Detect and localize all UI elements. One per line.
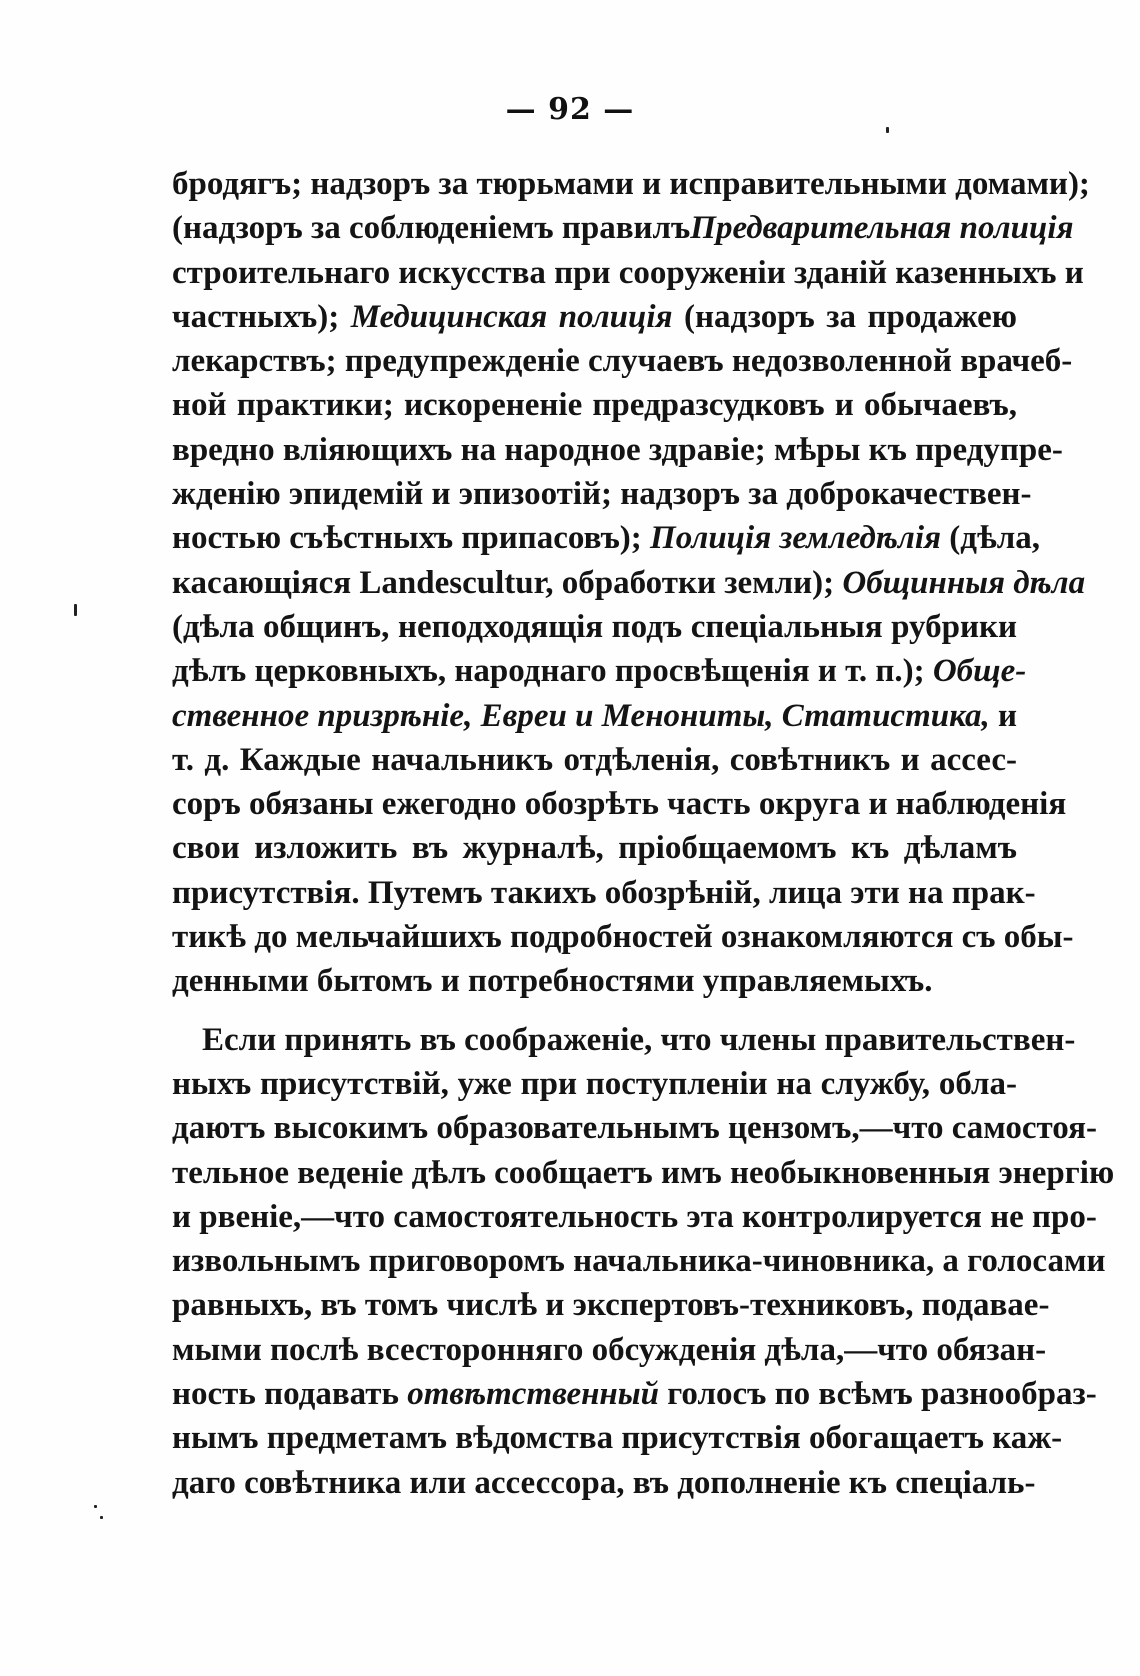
italic-phrase: ственное призрѣніе, Евреи и Менониты, Статистика, [172,697,990,734]
italic-phrase: Обще- [932,653,1027,690]
text-line [172,251,1084,295]
text-run: извольнымъ приговоромъ начальника-чиновника, а голосами [172,1243,1106,1280]
text-line [172,694,1017,738]
text-line [172,871,1036,915]
text-line [172,959,1017,1003]
text-line [172,516,1041,560]
text-line [172,339,1073,383]
text-run: и [989,697,1018,734]
text-run: денными бытомъ и потребностями управляемыхъ. [172,963,933,1000]
text-line [172,1018,1076,1062]
text-line [172,738,1017,782]
text-run: равныхъ, въ томъ числѣ и экспертовъ-техниковъ, подавае- [172,1287,1050,1324]
text-run: дѣлъ церковныхъ, народнаго просвѣщенія и т. п.); [172,653,933,690]
text-line [172,782,1067,826]
text-run: тельное веденіе дѣлъ сообщаетъ имъ необыкновенныя энергію [172,1154,1115,1191]
text-run: ность подавать [172,1376,408,1413]
text-run: жденію эпидемій и эпизоотій; надзоръ за доброкачествен- [172,476,1032,513]
body-text [172,162,1115,1505]
text-run: ныхъ присутствій, уже при поступленіи на службу, обла- [172,1065,1017,1102]
text-line [172,649,1027,693]
text-line [172,1461,1036,1505]
text-line [172,206,1074,250]
text-run: свои изложить въ журналѣ, пріобщаемомъ къ дѣламъ [172,830,1017,867]
italic-phrase: Медицинская полиція [350,298,673,335]
text-line [172,605,1017,649]
italic-phrase: Полиція земледѣлія [650,520,942,557]
text-run: т. д. Каждые начальникъ отдѣленія, совѣтникъ и ассес- [172,741,1017,778]
italic-phrase: Общинныя дѣла [842,564,1086,601]
margin-speck [94,1505,97,1508]
text-run: касающіяся Landescultur, обработки земли); [172,564,843,601]
text-line [172,1416,1063,1460]
text-line [172,162,1090,206]
text-run: бродягъ; надзоръ за тюрьмами и исправительными домами); [172,166,1090,202]
text-run: вредно вліяющихъ на народное здравіе; мѣры къ предупре- [172,431,1063,468]
text-run: мыми послѣ всесторонняго обсужденія дѣла,—что обязан- [172,1331,1047,1368]
italic-phrase: отвѣтственный [407,1376,660,1413]
text-run: тикѣ до мельчайшихъ подробностей ознакомляются съ обы- [172,919,1074,956]
text-run: ной практики; искорененіе предразсудковъ и обычаевъ, [172,387,1017,424]
text-run: присутствія. Путемъ такихъ обозрѣній, лица эти на прак- [172,874,1036,911]
text-line [172,1283,1050,1327]
text-run: (надзоръ за продажею [672,298,1017,335]
text-run: (надзоръ за соблюденіемъ правилъ [172,210,691,247]
text-run: Если принять въ соображеніе, что члены правительствен- [202,1021,1076,1058]
text-run: ностью съѣстныхъ припасовъ); [172,520,651,557]
text-run: голосъ по всѣмъ разнообраз- [659,1376,1097,1413]
text-line [172,428,1063,472]
text-line [172,1151,1115,1195]
text-line [172,1062,1017,1106]
margin-speck [74,604,77,616]
text-run: (дѣла общинъ, неподходящія подъ спеціальныя рубрики [172,608,1017,645]
text-line [172,915,1074,959]
text-line [172,1195,1097,1239]
text-run: лекарствъ; предупрежденіе случаевъ недозволенной врачеб- [172,343,1073,380]
text-run: нымъ предметамъ вѣдомства присутствія обогащаетъ каж- [172,1420,1063,1457]
text-line [172,561,1086,605]
italic-phrase: Предварительная полиція [690,210,1074,247]
text-run: частныхъ); [172,298,351,335]
text-line [172,1328,1047,1372]
text-run: (дѣла, [941,520,1041,557]
text-run: и рвеніе,—что самостоятельность эта контролируется не про- [172,1198,1097,1235]
paragraph-gap [172,1004,1017,1018]
text-line [172,295,1017,339]
text-run: даго совѣтника или ассессора, въ дополненіе къ спеціаль- [172,1464,1036,1501]
text-line [172,1372,1097,1416]
text-run: даютъ высокимъ образовательнымъ цензомъ,—что самостоя- [172,1110,1097,1147]
text-line [172,472,1032,516]
text-line [172,826,1017,870]
margin-speck [886,127,889,133]
text-line [172,383,1017,427]
margin-speck [100,1516,103,1519]
page-number: — 92 — [505,92,635,127]
text-run: строительнаго искусства при сооруженіи зданій казенныхъ и [172,254,1084,291]
text-line [172,1106,1097,1150]
text-line [172,1239,1106,1283]
text-run: соръ обязаны ежегодно обозрѣть часть округа и наблюденія [172,786,1067,823]
